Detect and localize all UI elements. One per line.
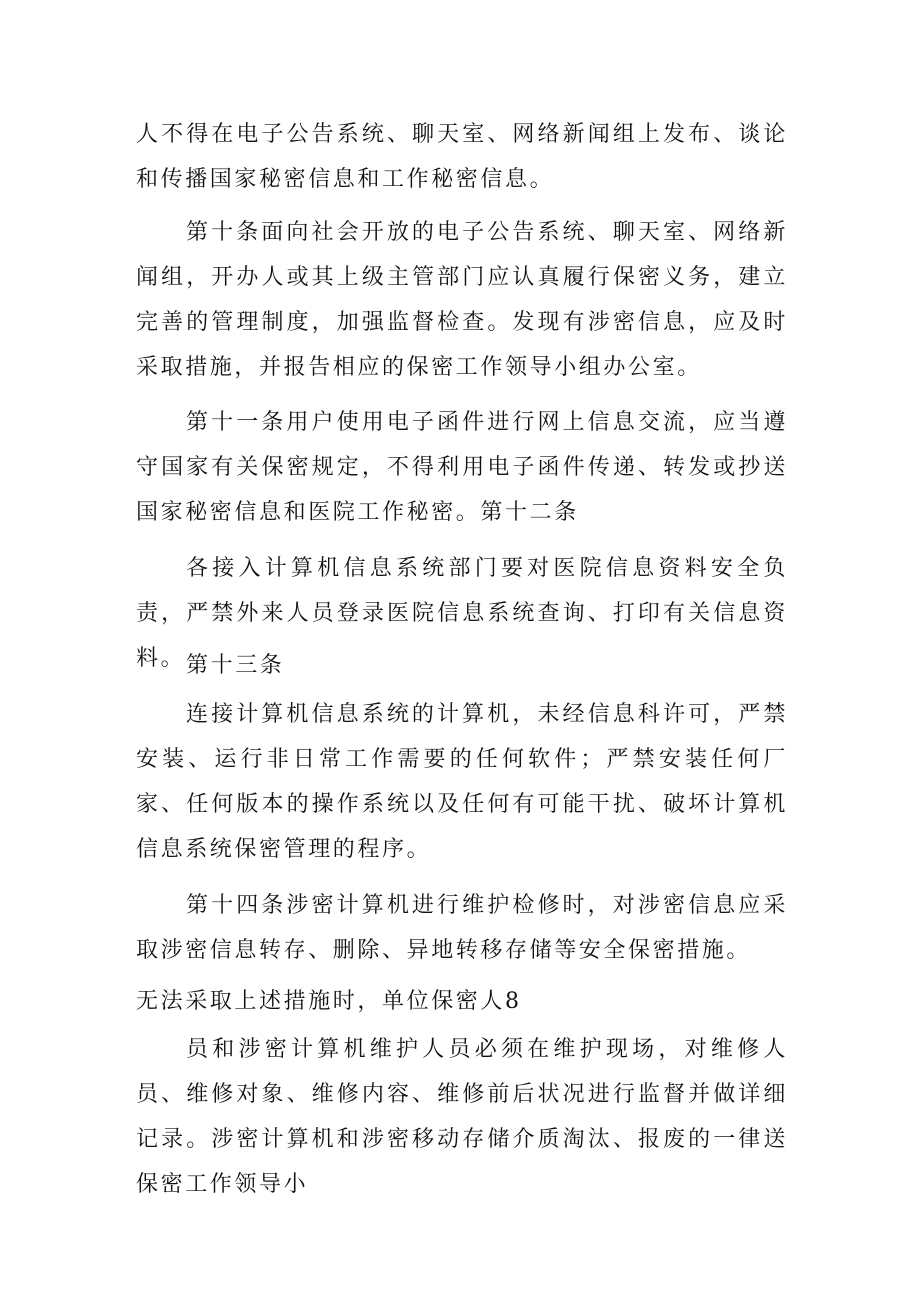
paragraph-article-13-body: 连接计算机信息系统的计算机，未经信息科许可，严禁安装、运行非日常工作需要的任何软件；严禁安装任何厂家、任何版本的操作系统以及任何有可能干扰、破坏计算机信息系统保密管理的程序。 (136, 702, 788, 862)
paragraph-article-10: 第十条面向社会开放的电子公告系统、聊天室、网络新闻组，开办人或其上级主管部门应认真履行保密义务，建立完善的管理制度，加强监督检查。发现有涉密信息，应及时采取措施，并报告相应的保密工作领导小组办公室。 (136, 220, 788, 380)
paragraph-article-12-body: 各接入计算机信息系统部门要对医院信息资料安全负责，严禁外来人员登录医院信息系统查询、打印有关信息资料。 (136, 556, 788, 671)
paragraph-article-13-heading: 第十三条 (186, 653, 285, 678)
paragraph-maintenance: 员和涉密计算机维护人员必须在维护现场，对维修人员、维修对象、维修内容、维修前后状况进行监督并做详细记录。涉密计算机和涉密移动存储介质淘汰、报废的一律送保密工作领导小 (136, 1037, 788, 1197)
paragraph-continuation: 人不得在电子公告系统、聊天室、网络新闻组上发布、谈论和传播国家秘密信息和工作秘密信息。 (136, 122, 788, 192)
paragraph-article-14: 第十四条涉密计算机进行维护检修时，对涉密信息应采取涉密信息转存、删除、异地转移存储等安全保密措施。 (136, 893, 788, 963)
paragraph-article-11: 第十一条用户使用电子函件进行网上信息交流，应当遵守国家有关保密规定，不得利用电子函件传递、转发或抄送国家秘密信息和医院工作秘密。第十二条 (136, 410, 788, 525)
paragraph-no-indent: 无法采取上述措施时，单位保密人8 (136, 989, 522, 1014)
